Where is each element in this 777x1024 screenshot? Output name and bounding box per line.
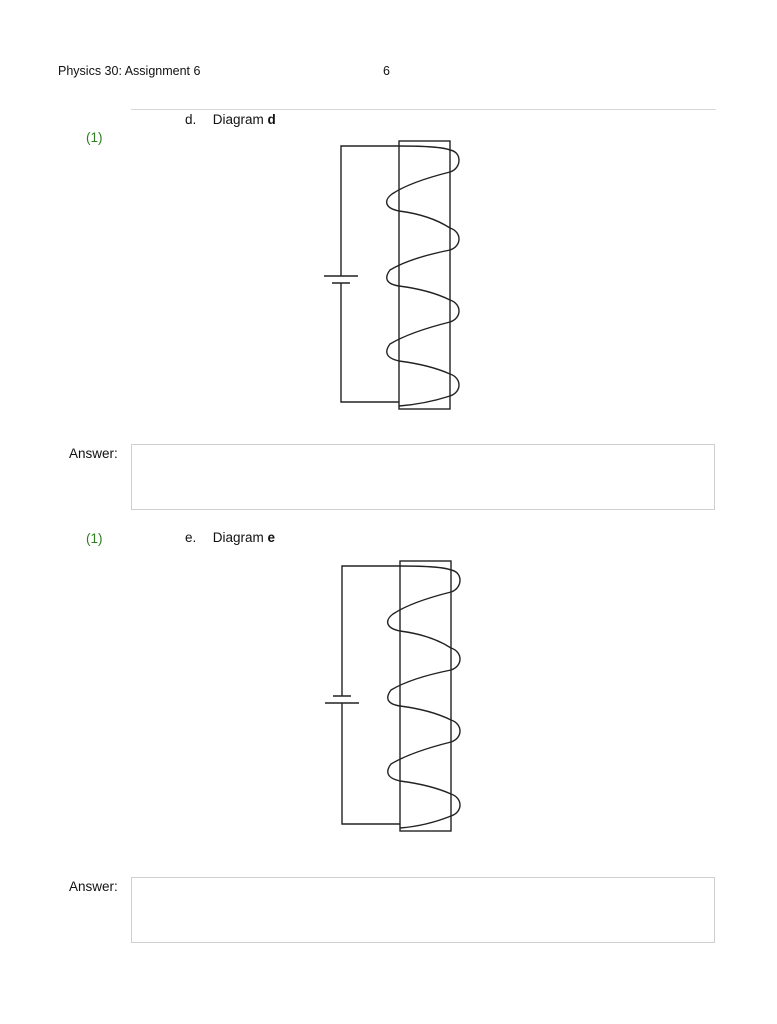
diagram-e-coil-front [388, 566, 460, 828]
question-d-bold: d [267, 112, 276, 127]
diagram-e-wire-top [342, 566, 400, 696]
diagram-e-coil-back [400, 631, 451, 794]
question-e-answer-field[interactable] [131, 877, 715, 943]
question-e-marks: (1) [86, 531, 103, 546]
question-e-answer-label: Answer: [69, 879, 118, 894]
question-e-text: Diagram [212, 530, 264, 545]
question-d-text: Diagram [212, 112, 264, 127]
question-d-marks: (1) [86, 130, 103, 145]
question-e-letter: e. [185, 530, 197, 545]
page-number: 6 [383, 64, 390, 78]
question-e-bold: e [267, 530, 276, 545]
question-d-letter: d. [185, 112, 197, 127]
question-d-answer-label: Answer: [69, 446, 118, 461]
document-header-title: Physics 30: Assignment 6 [58, 64, 201, 78]
